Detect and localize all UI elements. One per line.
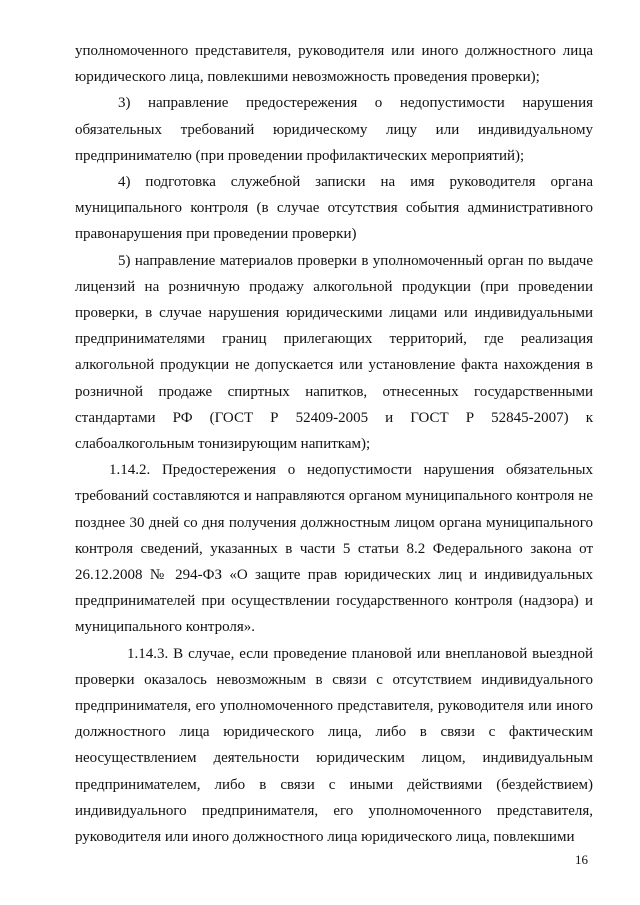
paragraph-item-4: 4) подготовка служебной записки на имя руководителя органа муниципального контроля (в случае отсутствия события административного правонарушения при проведении проверки) [75, 174, 593, 243]
page-number: 16 [575, 852, 588, 867]
paragraph-item-3: 3) направление предостережения о недопустимости нарушения обязательных требований юридическому лицу или индивидуальному предпринимателю (при проведении профилактических мероприятий); [75, 95, 593, 164]
paragraph-1-14-3: 1.14.3. В случае, если проведение плановой или внеплановой выездной проверки оказалось невозможным в связи с отсутствием индивидуального предпринимателя, его уполномоченного представителя, руководителя или иного должностного лица юридического лица, либо в связи с фактическим неосуществлением деятельности юридическим лицом, индивидуальным предпринимателем, либо в связи с иными действиями (бездействием) индивидуального предпринимателя, его уполномоченного представителя, руководителя или иного должностного лица юридического лица, повлекшими [75, 645, 593, 846]
document-body [75, 38, 593, 850]
paragraph-item-5: 5) направление материалов проверки в уполномоченный орган по выдаче лицензий на розничную продажу алкогольной продукции (при проведении проверки, в случае нарушения юридическими лицами или индивидуальными предпринимателями границ прилегающих территорий, где реализация алкогольной продукции не допускается или установление факта нахождения в розничной продаже спиртных напитков, отнесенных государственными стандартами РФ (ГОСТ Р 52409-2005 и ГОСТ Р 52845-2007) к слабоалкогольным тонизирующим напиткам); [75, 252, 593, 453]
paragraph-continuation: уполномоченного представителя, руководителя или иного должностного лица юридического лица, повлекшими невозможность проведения проверки); [75, 43, 593, 86]
paragraph-1-14-2: 1.14.2. Предостережения о недопустимости нарушения обязательных требований составляются и направляются органом муниципального контроля не позднее 30 дней со дня получения должностным лицом органа муниципального контроля сведений, указанных в части 5 статьи 8.2 Федерального закона от 26.12.2008 № 294-ФЗ «О защите прав юридических лиц и индивидуальных предпринимателей при осуществлении государственного контроля (надзора) и муниципального контроля». [75, 462, 593, 636]
